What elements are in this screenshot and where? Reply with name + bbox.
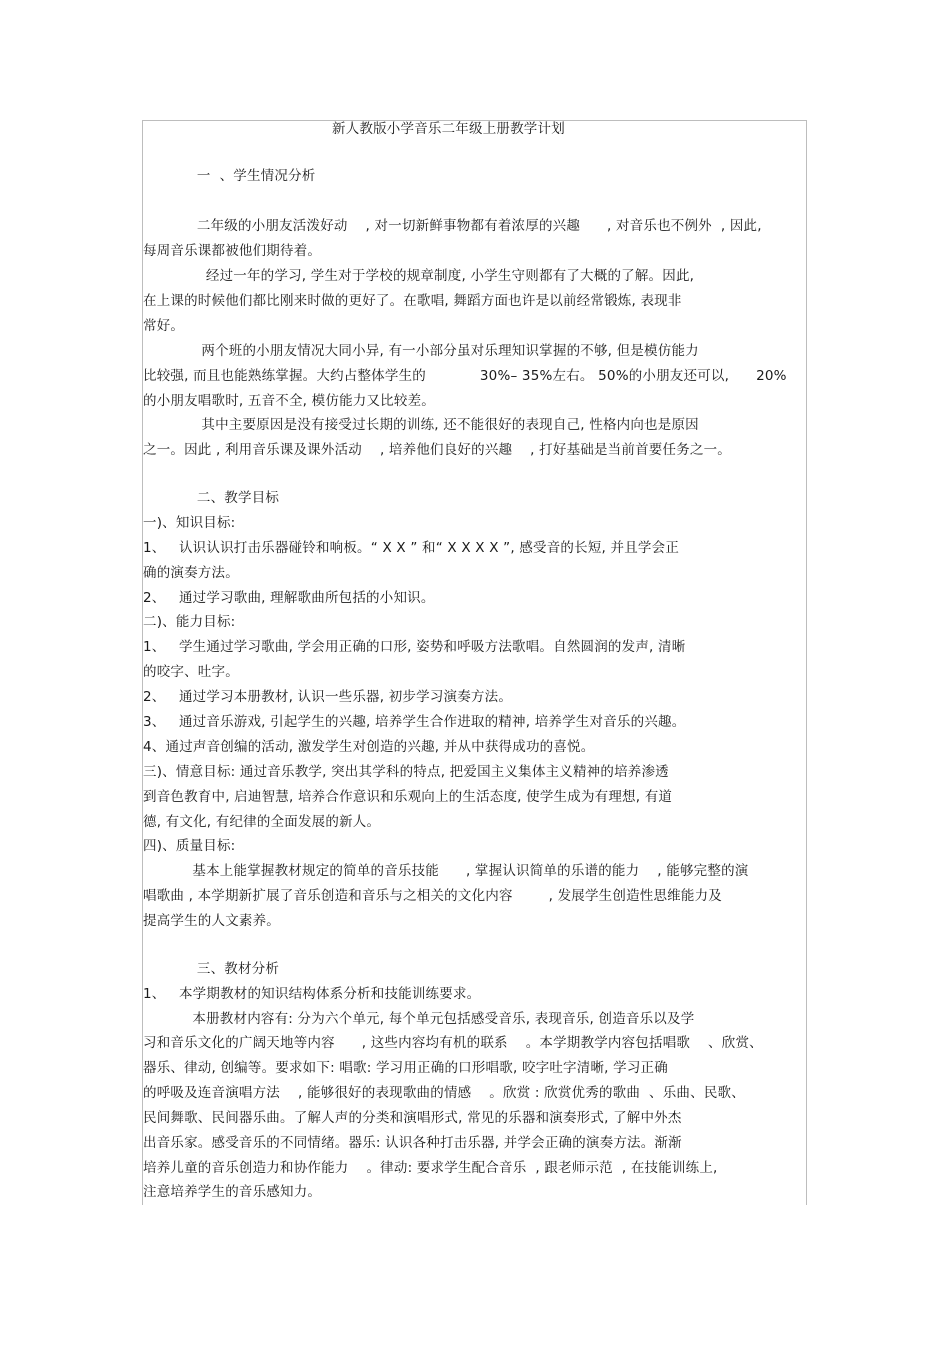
text-line: 1、 认识认识打击乐器碰铃和响板。“ X X ” 和“ X X X X ”, 感受音的长短, 并且学会正	[143, 540, 680, 556]
text-line: 培养儿童的音乐创造力和协作能力 。律动: 要求学生配合音乐 , 跟老师示范 , 在技能训练上,	[143, 1160, 718, 1176]
section-heading: 二、教学目标	[143, 490, 280, 506]
text-line: 两个班的小朋友情况大同小异, 有一小部分虽对乐理知识掌握的不够, 但是模仿能力	[143, 343, 699, 359]
text-line: 到音色教育中, 启迪智慧, 培养合作意识和乐观向上的生活态度, 使学生成为有理想, 有道	[143, 789, 673, 805]
text-line: 的小朋友唱歌时, 五音不全, 模仿能力又比较差。	[143, 393, 435, 409]
text-line: 提高学生的人文素养。	[143, 913, 280, 929]
text-line: 在上课的时候他们都比刚来时做的更好了。在歌唱, 舞蹈方面也许是以前经常锻炼, 表现非	[143, 293, 682, 309]
text-line: 2、 通过学习歌曲, 理解歌曲所包括的小知识。	[143, 590, 435, 606]
text-line: 二年级的小朋友活泼好动 , 对一切新鲜事物都有着浓厚的兴趣 , 对音乐也不例外 , 因此,	[143, 218, 762, 234]
text-line: 民间舞歌、民间器乐曲。了解人声的分类和演唱形式, 常见的乐器和演奏形式, 了解中外杰	[143, 1110, 682, 1126]
text-line: 其中主要原因是没有接受过长期的训练, 还不能很好的表现自己, 性格内向也是原因	[143, 417, 699, 433]
text-line: 1、 本学期教材的知识结构体系分析和技能训练要求。	[143, 986, 481, 1002]
text-line: 2、 通过学习本册教材, 认识一些乐器, 初步学习演奏方法。	[143, 689, 513, 705]
text-line: 之一。因此 , 利用音乐课及课外活动 , 培养他们良好的兴趣 , 打好基础是当前首要任务之一。	[143, 442, 731, 458]
document-title: 新人教版小学音乐二年级上册教学计划	[332, 121, 565, 137]
text-line: 出音乐家。感受音乐的不同情绪。器乐: 认识各种打击乐器, 并学会正确的演奏方法。渐渐	[143, 1135, 682, 1151]
text-line: 注意培养学生的音乐感知力。	[143, 1184, 322, 1200]
text-line: 本册教材内容有: 分为六个单元, 每个单元包括感受音乐, 表现音乐, 创造音乐以及学	[143, 1011, 695, 1027]
text-line: 4、通过声音创编的活动, 激发学生对创造的兴趣, 并从中获得成功的喜悦。	[143, 739, 595, 755]
text-line: 比较强, 而且也能熟练掌握。大约占整体学生的 30%– 35%左右。 50%的小朋友还可以, 20%	[143, 368, 787, 384]
text-line: 的咬字、吐字。	[143, 664, 239, 680]
text-line: 经过一年的学习, 学生对于学校的规章制度, 小学生守则都有了大概的了解。因此,	[143, 268, 695, 284]
text-line: 3、 通过音乐游戏, 引起学生的兴趣, 培养学生合作进取的精神, 培养学生对音乐的兴趣。	[143, 714, 686, 730]
text-line: 唱歌曲 , 本学期新扩展了音乐创造和音乐与之相关的文化内容 , 发展学生创造性思维能力及	[143, 888, 722, 904]
text-line: 一)、知识目标:	[143, 515, 236, 531]
text-line: 一 、学生情况分析	[143, 168, 316, 184]
text-line: 器乐、律动, 创编等。要求如下: 唱歌: 学习用正确的口形唱歌, 咬字吐字清晰, 学习正确	[143, 1060, 668, 1076]
text-line: 常好。	[143, 318, 185, 334]
text-line: 三)、情意目标: 通过音乐教学, 突出其学科的特点, 把爱国主义集体主义精神的培养渗透	[143, 764, 669, 780]
text-line: 习和音乐文化的广阔天地等内容 , 这些内容均有机的联系 。本学期教学内容包括唱歌 、欣赏、	[143, 1035, 763, 1051]
text-line: 1、 学生通过学习歌曲, 学会用正确的口形, 姿势和呼吸方法歌唱。自然圆润的发声, 清晰	[143, 639, 686, 655]
text-line: 二)、能力目标:	[143, 614, 236, 630]
text-line: 四)、质量目标:	[143, 838, 236, 854]
text-line: 德, 有文化, 有纪律的全面发展的新人。	[143, 814, 381, 830]
text-line: 基本上能掌握教材规定的简单的音乐技能 , 掌握认识简单的乐谱的能力 , 能够完整的演	[143, 863, 749, 879]
text-line: 确的演奏方法。	[143, 565, 239, 581]
section-heading: 三、教材分析	[143, 961, 280, 977]
text-line: 每周音乐课都被他们期待着。	[143, 243, 322, 259]
text-line: 的呼吸及连音演唱方法 , 能够很好的表现歌曲的情感 。欣赏 : 欣赏优秀的歌曲 、乐曲、民歌、	[143, 1085, 745, 1101]
